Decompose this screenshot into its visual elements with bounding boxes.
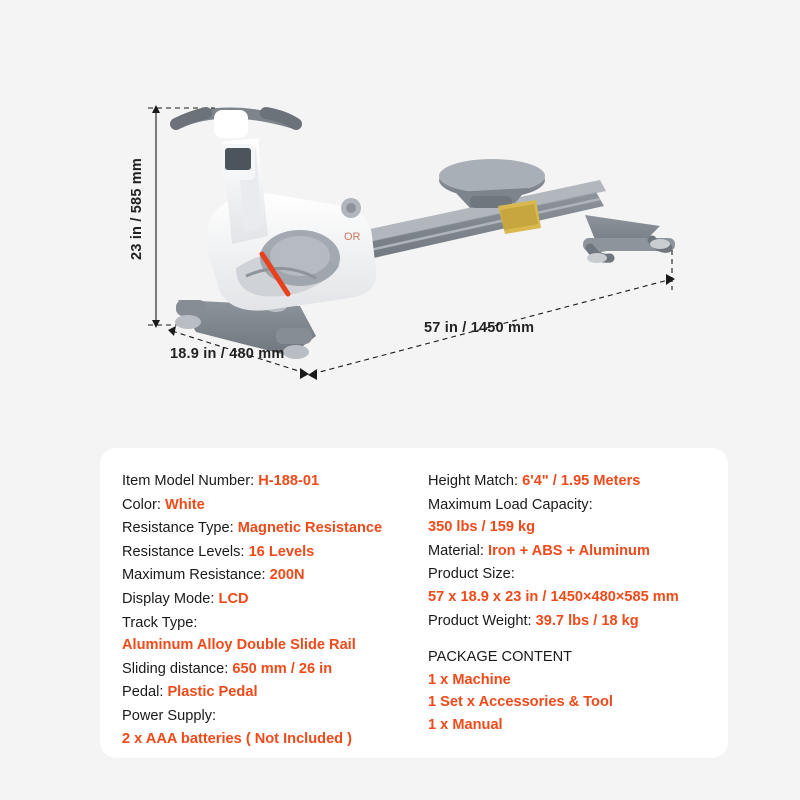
spec-value: Iron + ABS + Aluminum — [488, 542, 650, 559]
spec-label: Maximum Load Capacity: — [428, 496, 593, 513]
spec-value: 6'4" / 1.95 Meters — [522, 473, 641, 489]
spec-color — [122, 494, 400, 517]
spec-material — [428, 540, 706, 563]
package-item: 1 x Manual — [428, 717, 503, 734]
spec-label: Power Supply: — [122, 708, 217, 725]
spec-value: 200N — [269, 567, 305, 584]
spec-value: Plastic Pedal — [167, 684, 258, 701]
spec-value: Magnetic Resistance — [237, 520, 383, 537]
spec-value: 16 Levels — [248, 543, 315, 560]
spec-item-model-number — [122, 470, 400, 493]
spec-label: Pedal: — [122, 684, 164, 701]
spec-pedal — [122, 681, 400, 704]
spec-value: White — [165, 496, 205, 513]
spec-value: 350 lbs / 159 kg — [428, 519, 536, 536]
dimension-width-label: 18.9 in / 480 mm — [170, 346, 285, 362]
spec-value: H-188-01 — [258, 473, 320, 489]
svg-text:OR: OR — [344, 231, 361, 243]
spec-label: Item Model Number: — [122, 473, 255, 489]
spec-product-weight — [428, 610, 706, 633]
spec-value: 39.7 lbs / 18 kg — [535, 612, 639, 629]
spec-value: Aluminum Alloy Double Slide Rail — [122, 637, 356, 654]
spec-label: Product Weight: — [428, 612, 532, 629]
package-item: 1 x Machine — [428, 671, 511, 688]
spec-label: Color: — [122, 496, 161, 513]
rear-stabilizer — [583, 215, 675, 263]
spec-power-supply — [122, 705, 400, 750]
foot-pedals — [498, 200, 541, 234]
spec-value: 57 x 18.9 x 23 in / 1450×480×585 mm — [428, 589, 679, 606]
spec-label: Sliding distance: — [122, 660, 229, 677]
spec-label: Maximum Resistance: — [122, 567, 266, 584]
spec-maximum-load-capacity — [428, 494, 706, 539]
spec-label: Height Match: — [428, 473, 519, 489]
package-content-title: PACKAGE CONTENT — [428, 649, 573, 666]
spec-label: Product Size: — [428, 566, 515, 583]
spec-resistance-levels — [122, 541, 400, 564]
handlebar — [176, 110, 296, 138]
spec-height-match — [428, 470, 706, 493]
spec-label: Resistance Type: — [122, 520, 234, 537]
spec-resistance-type — [122, 517, 400, 540]
spec-label: Material: — [428, 542, 484, 559]
package-item: 1 Set x Accessories & Tool — [428, 694, 613, 711]
specs-column-right — [410, 470, 706, 740]
specifications-card — [100, 448, 728, 758]
spec-track-type — [122, 612, 400, 657]
spec-product-size — [428, 563, 706, 608]
spec-value: 2 x AAA batteries ( Not Included ) — [122, 730, 353, 747]
spec-label: Resistance Levels: — [122, 543, 245, 560]
spec-maximum-resistance — [122, 564, 400, 587]
spec-value: 650 mm / 26 in — [232, 660, 333, 677]
spec-label: Track Type: — [122, 614, 198, 631]
spec-sliding-distance — [122, 658, 400, 681]
dimension-height-label: 23 in / 585 mm — [129, 158, 145, 260]
specs-column-left — [122, 470, 410, 747]
spec-display-mode — [122, 588, 400, 611]
spec-label: Display Mode: — [122, 591, 215, 608]
dimension-length-label: 57 in / 1450 mm — [424, 320, 535, 336]
spec-value: LCD — [218, 591, 249, 608]
lcd-monitor — [221, 144, 255, 180]
